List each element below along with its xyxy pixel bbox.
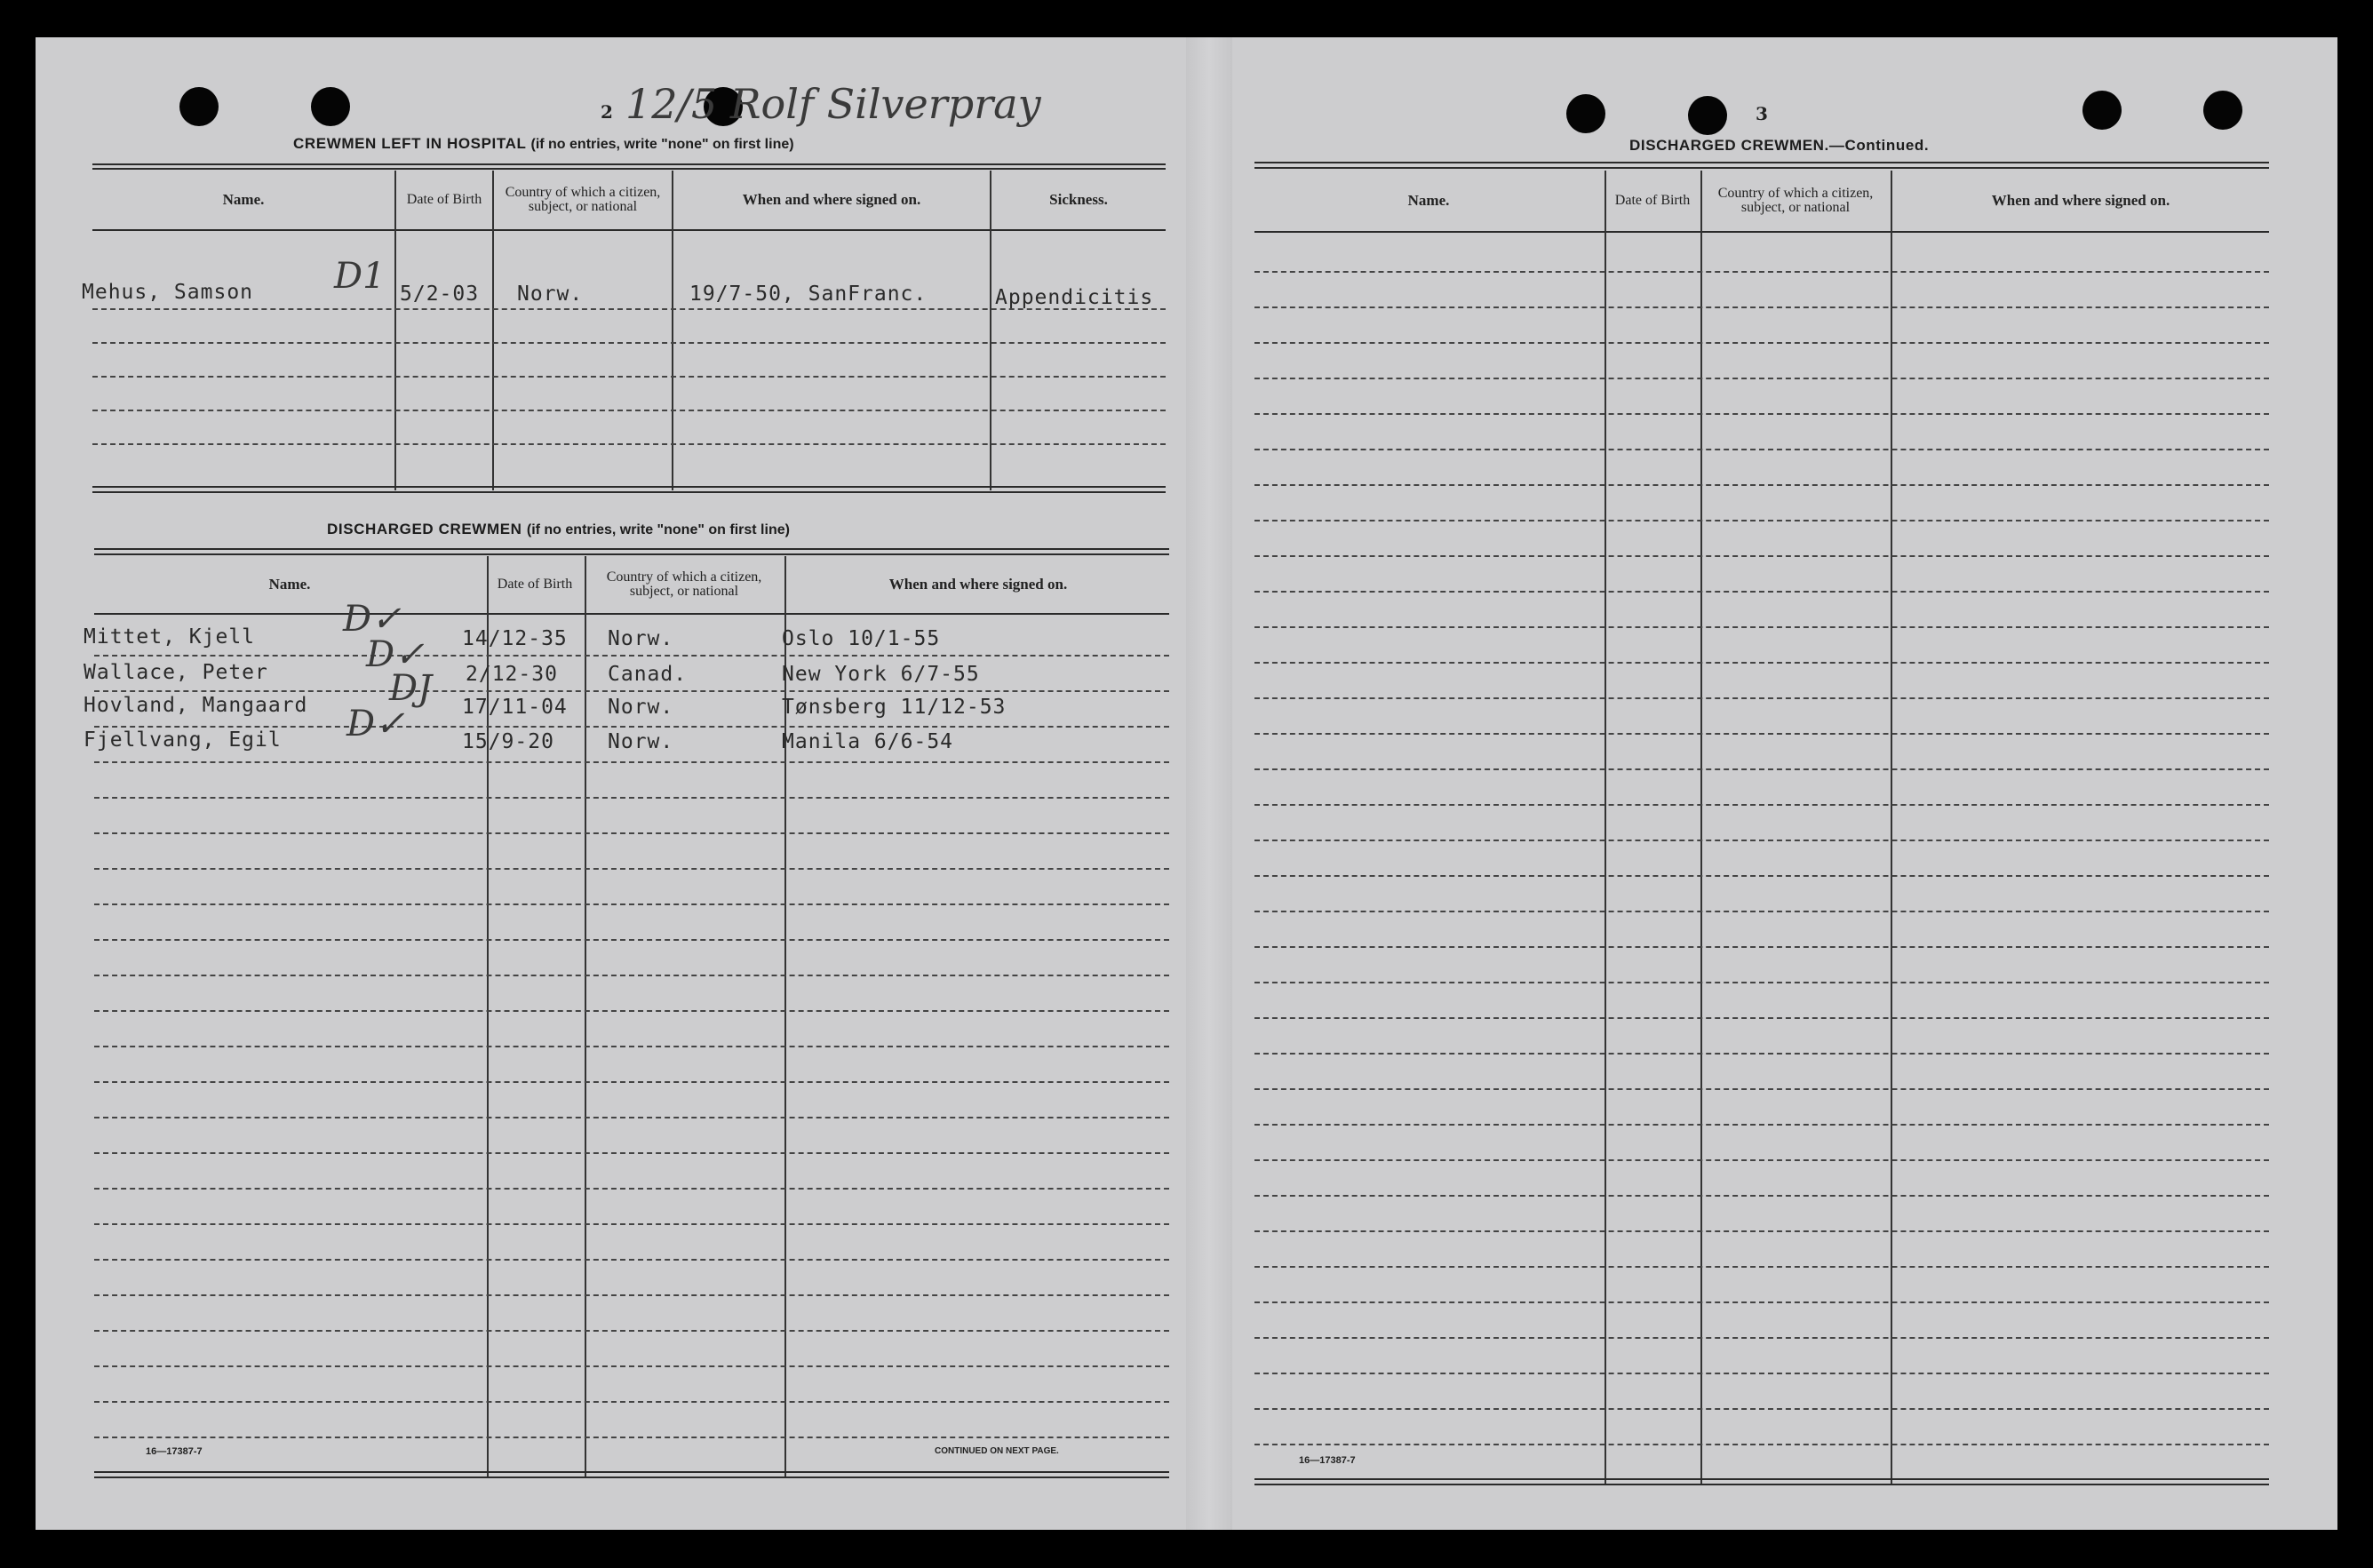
col-header-signed-on: When and where signed on. <box>1991 192 2170 209</box>
entry-line <box>94 1152 1169 1154</box>
entry-line <box>92 443 1166 445</box>
page-number: 3 <box>1756 103 1768 124</box>
row-name: Mehus, Samson <box>82 281 254 304</box>
row-signed-on: Tønsberg 11/12-53 <box>782 696 1007 719</box>
entry-line <box>94 726 1169 728</box>
entry-line <box>94 1081 1169 1083</box>
column-divider <box>990 171 991 490</box>
column-divider <box>1891 171 1892 1485</box>
row-country: Norw. <box>608 696 674 719</box>
entry-line <box>1254 626 2269 628</box>
entry-line <box>1254 662 2269 664</box>
column-divider <box>672 171 673 490</box>
entry-line <box>94 690 1169 692</box>
row-dob: 2/12-30 <box>466 663 558 686</box>
entry-line <box>1254 1195 2269 1197</box>
col-header-dob: Date of Birth <box>497 577 573 592</box>
row-mark: D✓ <box>343 599 402 640</box>
entry-line <box>92 410 1166 411</box>
punch-hole <box>2082 91 2122 130</box>
entry-line <box>1254 804 2269 806</box>
entry-line <box>94 832 1169 834</box>
document-sheet <box>36 37 2337 1530</box>
entry-line <box>1254 768 2269 770</box>
entry-line <box>94 1294 1169 1296</box>
rule <box>1254 1484 2269 1485</box>
row-mark: D✓ <box>366 634 425 675</box>
entry-line <box>1254 1017 2269 1019</box>
row-name: Hovland, Mangaard <box>84 694 308 717</box>
col-header-dob: Date of Birth <box>1614 193 1691 208</box>
entry-line <box>1254 733 2269 735</box>
entry-line <box>94 1365 1169 1367</box>
entry-line <box>1254 1444 2269 1445</box>
entry-line <box>1254 1266 2269 1268</box>
rule <box>1254 167 2269 169</box>
rule <box>94 553 1169 555</box>
entry-line <box>1254 306 2269 308</box>
row-country: Canad. <box>608 663 688 686</box>
row-country: Norw. <box>517 283 584 306</box>
entry-line <box>1254 875 2269 877</box>
col-header-signed-on: When and where signed on. <box>742 191 921 208</box>
row-name: Mittet, Kjell <box>84 625 256 649</box>
rule <box>94 1471 1169 1473</box>
discharged-section-title <box>327 521 790 538</box>
entry-line <box>1254 271 2269 273</box>
entry-line <box>92 342 1166 344</box>
entry-line <box>1254 413 2269 415</box>
col-header-name: Name. <box>1407 192 1450 209</box>
discharged-title-text: DISCHARGED CREWMEN <box>327 521 522 537</box>
rule <box>92 491 1166 493</box>
entry-line <box>1254 1088 2269 1090</box>
row-signed-on: 19/7-50, SanFranc. <box>689 283 928 306</box>
rule <box>92 229 1166 231</box>
right-section-title: DISCHARGED CREWMEN.—Continued. <box>1629 137 1930 154</box>
form-number: 16—17387-7 <box>146 1446 203 1457</box>
col-header-name: Name. <box>222 191 265 208</box>
entry-line <box>94 1437 1169 1438</box>
page-number: 2 <box>601 101 613 123</box>
column-divider <box>492 171 494 490</box>
row-dob: 5/2-03 <box>400 283 480 306</box>
punch-hole <box>179 87 219 126</box>
rule <box>92 163 1166 165</box>
column-divider <box>784 556 786 1476</box>
entry-line <box>1254 1373 2269 1374</box>
entry-line <box>94 761 1169 763</box>
entry-line <box>1254 982 2269 983</box>
column-divider <box>1700 171 1702 1485</box>
column-divider <box>394 171 396 490</box>
col-header-signed-on: When and where signed on. <box>888 576 1068 593</box>
discharged-title-note: (if no entries, write "none" on first line) <box>526 522 790 537</box>
entry-line <box>94 903 1169 905</box>
col-header-country: Country of which a citizen, subject, or national <box>606 569 762 599</box>
column-divider <box>585 556 586 1476</box>
entry-line <box>94 868 1169 870</box>
entry-line <box>1254 520 2269 521</box>
rule <box>94 548 1169 550</box>
rule <box>92 486 1166 488</box>
entry-line <box>1254 1301 2269 1303</box>
rule <box>92 168 1166 170</box>
entry-line <box>1254 555 2269 557</box>
col-header-name: Name. <box>268 576 311 593</box>
continued-note: CONTINUED ON NEXT PAGE. <box>935 1446 1059 1456</box>
entry-line <box>94 975 1169 976</box>
left-page <box>36 37 1182 1530</box>
col-header-country: Country of which a citizen, subject, or national <box>505 185 661 214</box>
row-dob: 14/12-35 <box>462 627 568 650</box>
entry-line <box>1254 911 2269 912</box>
entry-line <box>1254 697 2269 699</box>
rule <box>1254 162 2269 163</box>
page-gutter <box>1186 37 1232 1530</box>
col-header-sickness: Sickness. <box>1049 191 1108 208</box>
punch-hole <box>311 87 350 126</box>
entry-line <box>94 1330 1169 1332</box>
entry-line <box>1254 946 2269 948</box>
entry-line <box>1254 1408 2269 1410</box>
hospital-section-title <box>293 135 794 153</box>
row-mark: D1 <box>334 256 386 297</box>
column-divider <box>1605 171 1606 1485</box>
entry-line <box>94 1010 1169 1012</box>
entry-line <box>94 655 1169 657</box>
entry-line <box>1254 1053 2269 1055</box>
row-signed-on: Manila 6/6-54 <box>782 730 954 753</box>
row-sickness: Appendicitis <box>995 286 1154 309</box>
row-signed-on: New York 6/7-55 <box>782 663 980 686</box>
entry-line <box>94 939 1169 941</box>
rule <box>94 1476 1169 1478</box>
row-name: Fjellvang, Egil <box>84 728 282 752</box>
hospital-title-note: (if no entries, write "none" on first line) <box>530 137 794 152</box>
row-country: Norw. <box>608 730 674 753</box>
entry-line <box>1254 1337 2269 1339</box>
column-divider <box>487 556 489 1476</box>
punch-hole <box>2203 91 2242 130</box>
rule <box>1254 1478 2269 1480</box>
entry-line <box>1254 1159 2269 1161</box>
row-name: Wallace, Peter <box>84 661 268 684</box>
entry-line <box>1254 342 2269 344</box>
entry-line <box>1254 1230 2269 1232</box>
entry-line <box>94 1188 1169 1190</box>
entry-line <box>94 797 1169 799</box>
row-country: Norw. <box>608 627 674 650</box>
entry-line <box>92 376 1166 378</box>
entry-line <box>94 1117 1169 1118</box>
entry-line <box>1254 840 2269 841</box>
entry-line <box>94 1223 1169 1225</box>
row-signed-on: Oslo 10/1-55 <box>782 627 941 650</box>
entry-line <box>94 1401 1169 1403</box>
rule <box>1254 231 2269 233</box>
col-header-dob: Date of Birth <box>406 192 482 207</box>
entry-line <box>1254 1124 2269 1126</box>
entry-line <box>94 1046 1169 1047</box>
entry-line <box>1254 449 2269 450</box>
row-mark: DJ <box>389 668 433 709</box>
entry-line <box>1254 378 2269 379</box>
form-number: 16—17387-7 <box>1299 1455 1356 1466</box>
row-mark: D✓ <box>346 704 405 744</box>
handwritten-annotation: 12/5 Rolf Silverpray <box>625 80 1041 128</box>
row-dob: 17/11-04 <box>462 696 568 719</box>
entry-line <box>94 1259 1169 1261</box>
row-dob: 15/9-20 <box>462 730 554 753</box>
entry-line <box>1254 484 2269 486</box>
punch-hole <box>1688 96 1727 135</box>
right-page <box>1237 37 2337 1530</box>
col-header-country: Country of which a citizen, subject, or national <box>1717 186 1874 215</box>
punch-hole <box>1566 94 1605 133</box>
hospital-title-text: CREWMEN LEFT IN HOSPITAL <box>293 135 527 152</box>
rule <box>94 613 1169 615</box>
entry-line <box>1254 591 2269 593</box>
